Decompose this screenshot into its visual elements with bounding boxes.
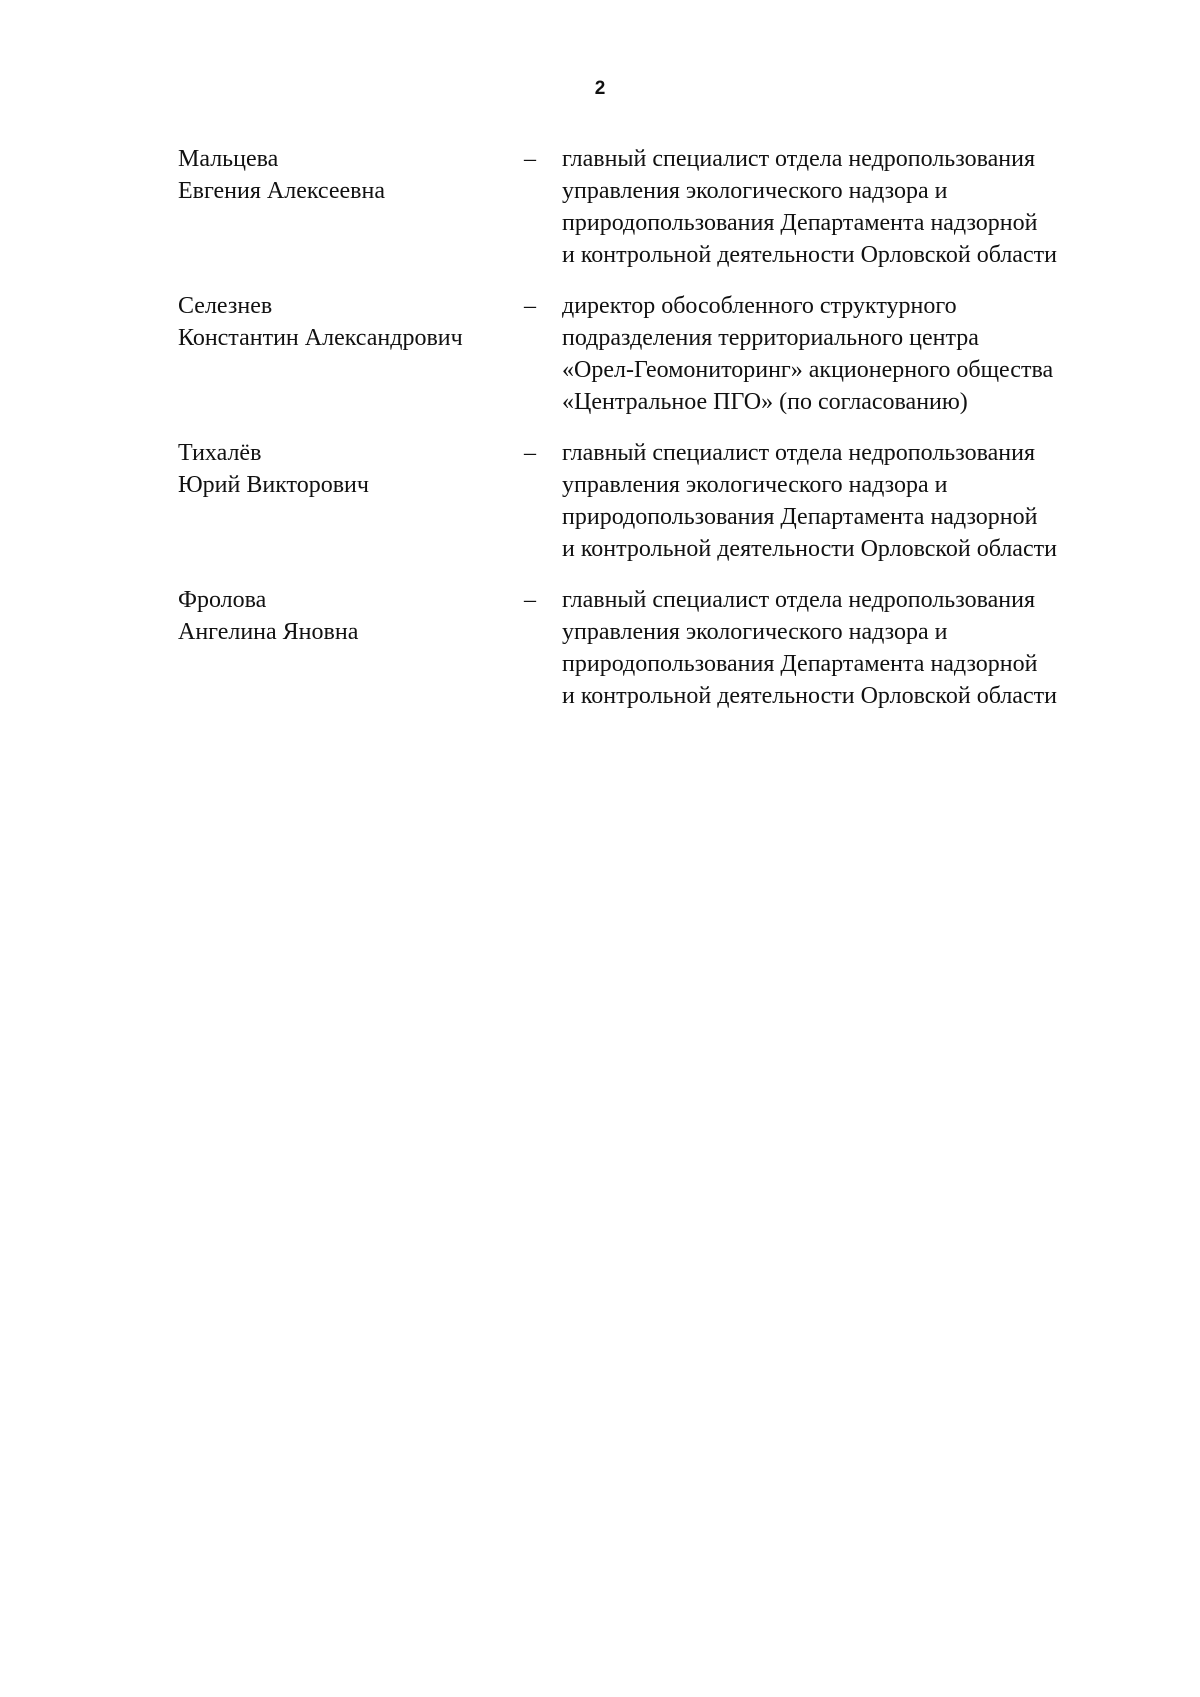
member-given-names: Ангелина Яновна [178, 619, 359, 645]
position-line: главный специалист отдела недропользования [562, 440, 1035, 466]
member-surname: Мальцева [178, 146, 279, 172]
members-list [178, 143, 1138, 731]
member-position [562, 143, 1142, 271]
position-line: главный специалист отдела недропользования [562, 587, 1035, 613]
dash-separator: – [524, 146, 536, 172]
member-position [562, 290, 1142, 418]
member-entry-tikhalev [178, 437, 1138, 571]
member-name [178, 143, 518, 207]
member-surname: Селезнев [178, 293, 273, 319]
position-line: управления экологического надзора и [562, 619, 948, 645]
member-name [178, 437, 518, 501]
position-line: и контрольной деятельности Орловской области [562, 242, 1057, 268]
member-entry-maltseva [178, 143, 1138, 277]
position-line: главный специалист отдела недропользования [562, 146, 1035, 172]
member-position [562, 437, 1142, 565]
position-line: природопользования Департамента надзорной [562, 651, 1038, 677]
member-name [178, 290, 518, 354]
position-line: природопользования Департамента надзорной [562, 504, 1038, 530]
member-position [562, 584, 1142, 712]
position-line: управления экологического надзора и [562, 178, 948, 204]
position-line: подразделения территориального центра [562, 325, 979, 351]
member-surname: Тихалёв [178, 440, 262, 466]
position-line: директор обособленного структурного [562, 293, 957, 319]
member-name [178, 584, 518, 648]
position-line: управления экологического надзора и [562, 472, 948, 498]
dash-separator: – [524, 587, 536, 613]
dash-separator: – [524, 440, 536, 466]
dash-separator: – [524, 293, 536, 319]
position-line: «Орел-Геомониторинг» акционерного общества [562, 357, 1054, 383]
member-given-names: Евгения Алексеевна [178, 178, 385, 204]
member-surname: Фролова [178, 587, 267, 613]
member-entry-frolova [178, 584, 1138, 718]
position-line: «Центральное ПГО» (по согласованию) [562, 389, 968, 415]
member-entry-seleznev [178, 290, 1138, 424]
position-line: природопользования Департамента надзорной [562, 210, 1038, 236]
member-given-names: Юрий Викторович [178, 472, 369, 498]
position-line: и контрольной деятельности Орловской области [562, 536, 1057, 562]
position-line: и контрольной деятельности Орловской области [562, 683, 1057, 709]
page-number: 2 [594, 78, 606, 99]
member-given-names: Константин Александрович [178, 325, 463, 351]
